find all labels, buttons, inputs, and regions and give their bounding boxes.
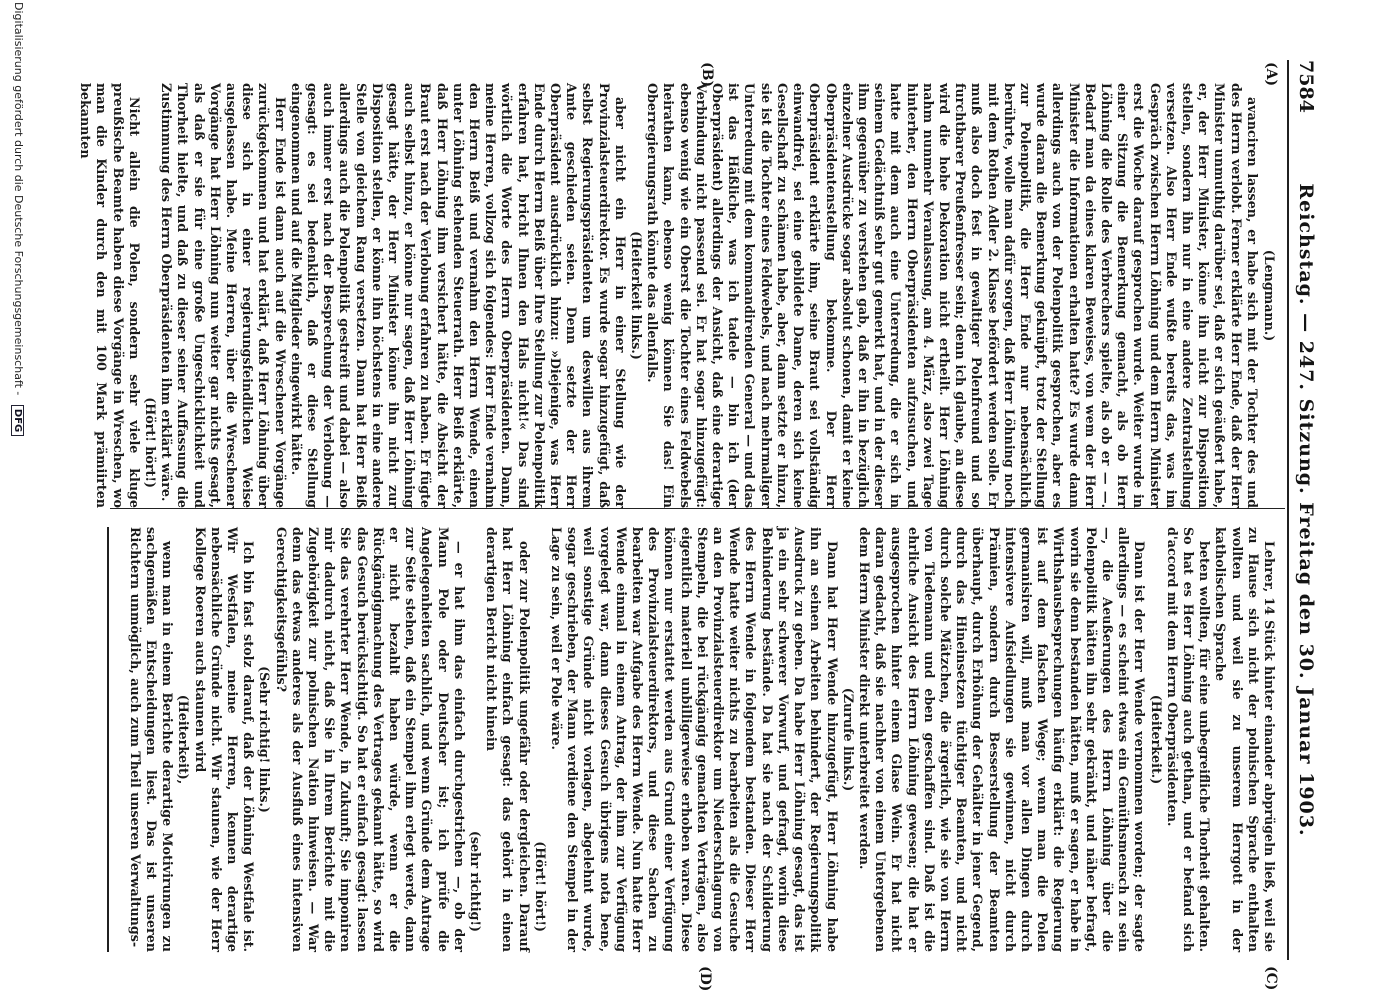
footer-rule xyxy=(107,527,109,952)
paragraph: Ich bin fast stolz darauf, daß der Löhning Westfale ist. Wir Westfalen, meine Herren, kennen derartige nebensächliche Gründe nicht. Wir staunen, wie der Herr Kollege Roeren auch staunen wird xyxy=(192,527,257,952)
margin-mark-b: (B) xyxy=(699,62,715,88)
credit-text: Digitalisierung gefördert durch die Deutsche Forschungsgemeinschaft - xyxy=(12,2,25,396)
interjection: (Heiterkeit.) xyxy=(1148,694,1164,785)
interjection: (Sehr richtig! links.) xyxy=(257,666,273,813)
paragraph: Lehrer, 14 Stück hinter einander abprügeln ließ, weil sie zu Hause sich nicht der polnischen Sprache enthalten wollten und weil sie zu unserem Herrgott in der katholischen Sprache xyxy=(1213,527,1277,952)
paragraph: Dann hat Herr Wende hinzugefügt, Herr Löhning habe ihn an seinen Arbeiten behindert, der Regierungspolitik Ausdruck zu geben. Da habe Herr Löhning gesagt, das ist ja ein sehr schwerer Vorwurf, und gefragt, worin diese Behinderung bestände. Da hat sie nach der Schilderung des Herrn Wende in folgendem bestanden. Dieser Herr Wende hatte weiter nichts zu bearbeiten als die Gesuche an den Provinzialsteuerdirektor um Niederschlagung von Stempeln, die bei rückgängig gemachten Verträgen, also eigentlich materiell unbilligerweise erhoben waren. Diese können nur erstattet werden aus Grund einer Verfügung des Provinzialsteuerdirektors, und diese Sachen zu bearbeiten war Aufgabe des Herrn Wende. Nun hatte Herr Wende einmal in einem Antrag, der ihm zur Verfügung vorgelegt war, dann dieses Gesuch übrigens nota bene, weil sonstige Gründe nicht vorlagen, abgelehnt wurde, sogar geschrieben, der Mann verdiene den Stempel in der Lage zu sein, weil er Pole wäre. xyxy=(549,527,840,952)
column-divider xyxy=(110,508,1285,509)
page-header xyxy=(1287,60,1317,960)
interjection: (Heiterkeit), xyxy=(176,694,192,785)
paragraph: Dann ist der Herr Wende vernommen worden; der sagte allerdings — es scheint etwas ein Gemüthsmensch zu sein —, die Aeußerungen des Herrn Löhning über die Polenpolitik hätten ihn sehr gekränkt, und näher befragt, worin sie denn bestanden hätten, muß er sagen, er habe in Wirthshausbesprechungen häufig erklärt: die Regierung ist auf dem falschen Wege; wenn man die Polen germanisiren will, muß man vor allen Dingen durch intensivere Aufsiedlungen sie gewinnen, nicht durch Prämien, sondern durch Besserstellung der Beamten überhaupt, durch Erhöhung der Gehälter in jener Gegend, durch das Hineinsetzen tüchtiger Beamten, und nicht durch solche Mätzchen, die ärgerlich, wie sie von Herrn von Tiedemann und eben geschaffen sind. Daß ist die ehrliche Ansicht des Herrn Löhning gewesen; die hat er ausgesprochen hinter einem Glase Wein. Er hat nicht daran gedacht, daß sie nachher von einem Untergebenen dem Herrn Minister direkt unterbreitet werden. xyxy=(856,527,1148,952)
left-text-column xyxy=(78,83,1277,508)
digitization-credit xyxy=(5,2,25,992)
margin-mark-d: (D) xyxy=(697,966,713,992)
interjection: (sehr richtig!) xyxy=(468,830,484,932)
page-number: 7584 xyxy=(1295,60,1317,113)
paragraph: oder zur Polenpolitik ungefähr oder dergleichen. Darauf hat Herr Löhning einfach gesagt: das gehört in einen derartigen Bericht nicht hinein xyxy=(484,527,532,952)
interjection: (Hört! hört!) xyxy=(142,397,158,488)
margin-mark-a: (A) xyxy=(1263,62,1279,87)
margin-mark-c: (C) xyxy=(1263,966,1279,991)
page-title: Reichstag. — 247. Sitzung. Freitag den 30. Januar 1903. xyxy=(1295,183,1317,837)
interjection: (Zurufe links.) xyxy=(840,687,856,792)
paragraph: aber nicht ein Herr in einer Stellung wie der Provinzialsteuerdirektor. Es wurde sogar hinzugefügt, daß selbst Regierungspräsidenten um deswillen aus ihrem Amte geschieden seien. Denn setzte der Herr Oberpräsident ausdrücklich hinzu: »Diejenige, was Herr Ende durch Herrn Beiß über Ihre Stellung zur Polenpolitik erfahren hat, bricht Ihnen den Hals nicht!« Das sind wörtlich die Worte des Herrn Oberpräsidenten. Dann, meine Herren, vollzog sich folgendes: Herr Ende vernahm den Herrn Beiß und vernahm den Herrn Wende, einen unter Löhning stehenden Steuerrath. Herr Beiß erklärte, daß Herr Löhning ihm versichert hätte, die Absicht der Braut erst nach der Verlobung erfahren zu haben. Er fügte auch selbst hinzu, er könne nur sagen, daß Herr Löhning gesagt hätte, der Herr Minister könne ihn nicht zur Disposition stellen, er könne ihn höchstens in eine andere Stelle von gleichem Rang versetzen. Dann hat Herr Beiß allerdings auch die Polenpolitik gestreift und dabei — also auch immer erst nach der Besprechung der Verlobung — gesagt: es sei bedenklich, daß er diese Stellung eingenommen und auf die Mitglieder eingewirkt hätte. xyxy=(288,83,628,508)
paragraph: — er hat ihm das einfach durchgestrichen —, ob der Mann Pole oder Deutscher ist; ich prüfe die Angelegenheiten sachlich, und wenn Gründe dem Antrage zur Seite stehen, daß ein Stempel ihm erlegt werde, dann er nicht bezahlt haben würde, wenn er die Rückgängigmachung des Vertrages gekannt hätte, so wird das Gesuch berücksichtigt. So hat er einfach gesagt: lassen Sie das verehrter Herr Wende, in Zukunft; Sie imponiren mir dadurch nicht, daß Sie in Ihrem Berichte mit die Zugehörigkeit zur polnischen Nation hinweisen. — War denn das etwas anderes als der Ausfluß eines intensiven Gerechtigkeitsgefühls? xyxy=(273,527,467,952)
paragraph: beten wollten, für eine unbegreifliche Thorheit gehalten. So hat es Herr Löhning auch gethan, und er befand sich d'accord mit dem Herrn Oberpräsidenten. xyxy=(1164,527,1213,952)
dfg-logo: DFG xyxy=(11,405,24,436)
interjection: (Heiterkeit links.) xyxy=(629,231,645,360)
paragraph: Herr Ende ist dann auch auf die Wreschener Vorgänge zurückgekommen und hat erklärt, daß Herr Löhning über diese sich in einer regierungsfeindlichen Weise ausgelassen habe. Meine Herren, über die Wreschener Vorgänge hat Herr Löhning nun weiter gar nichts gesagt, als daß er sie für eine große Ungeschicklichkeit und Thorheit hielte, und daß zu dieser seiner Auffassung die Zustimmung des Herrn Oberpräsidenten ihm erklärt wäre. xyxy=(159,83,288,508)
speaker-name: (Lengmann.) xyxy=(1262,249,1277,342)
paragraph: wenn man in einem Berichte derartige Motivirungen zu sachgemäßen Entscheidungen liest. Das ist unseren Richtern unmöglich, auch zum Theil unseren Verwaltungs- xyxy=(127,527,176,952)
paragraph: Nicht allein die Polen, sondern sehr viele kluge preußische Beamte haben diese Vorgänge in Wreschen, wo man die Kinder durch den mit 100 Mark prämiirten bekannten xyxy=(78,83,142,508)
paragraph: avanciren lassen, er habe sich mit der Tochter des und des Herrn verlobt. Ferner erklärte Herr Ende, daß der Herr Minister unmuthig darüber sei, daß er sich geäußert habe, er, der Herr Minister, könne ihn nicht zur Disposition stellen, sondern ihn nur in eine andere Zentralstellung versetzen. Also Herr Ende wußte bereits das, was im Gespräch zwischen Herrn Löhning und dem Herrn Minister erst die Woche darauf gesprochen wurde. Weiter wurde in einer Sitzung die Bemerkung gemacht, als ob Herr Löhning die Rolle des Verbrechers spielte, als ob er — —. Bedarf man da eines klaren Beweises, von wem der Herr Minister die Informationen erhalten hatte? Es wurde dann allerdings auch von der Polenpolitik gesprochen, aber es wurde daran die Bemerkung geknüpft, trotz der Stellung zur Polenpolitik, die Herr Ende nur nebensächlich berührte, wolle man dafür sorgen, daß Herr Löhning noch mit dem Rothen Adler 2. Klasse befördert werden solle. Er muß also doch fest in gewaltiger Polenfreund und so furchtbarer Preußenfresser sein; denn ich glaube, an diese wird die hohe Dekoration nicht ertheilt. Herr Löhning nahm nunmehr Veranlassung, am 4. März, also zwei Tage hinterher, den Herrn Oberpräsidenten aufzusuchen, und hatte mit dem auch eine Unterredung, die er sich in seinem Gedächtniß sehr gut gemerkt hat, und in der dieser ihm gegenüber zu verstehen gab, daß er ihn in bezüglich einzelner Ausdrücke sogar absolut schonen, damit er keine Oberpräsidentenstellung bekomme. Der Herr Oberpräsident erklärte ihm, seine Braut sei vollständig einwandfrei, sei eine gebildete Dame, deren sich keine Gesellschaft zu schämen habe, aber, dann setzte er hinzu, sie ist die Tochter eines Feldwebels, und nach mehrmaliger Unterredung mit dem kommandirenden General — und das ist das Häßliche, was ich tadele — bin ich (der Oberpräsident) allerdings der Ansicht, daß eine derartige Verbindung nicht passend sei. Er hat sogar hinzugefügt: ebenso wenig wie ein Oberst die Tochter eines Feldwebels heirathen kann, ebenso wenig können Sie das! Ein Oberregierungsrath könnte das allenfalls. xyxy=(645,83,1260,508)
header-rule xyxy=(1287,60,1289,960)
right-text-column xyxy=(117,527,1277,952)
interjection: (Hört! hört!) xyxy=(532,841,548,932)
